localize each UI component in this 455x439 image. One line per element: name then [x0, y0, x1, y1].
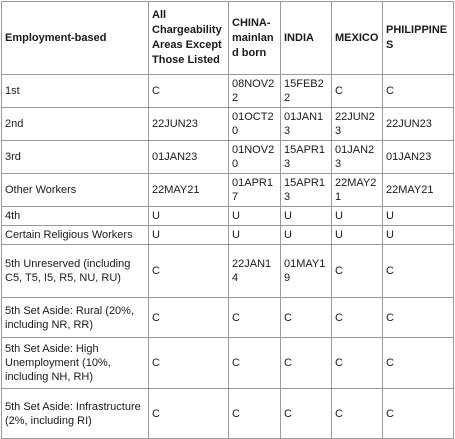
- cell-philippines: 22MAY21: [383, 174, 454, 207]
- cell-india: 15FEB22: [281, 75, 332, 108]
- row-category: 2nd: [2, 108, 149, 141]
- table-row: [2, 75, 454, 108]
- cell-philippines: 22JUN23: [383, 108, 454, 141]
- cell-china: U: [229, 207, 281, 226]
- cell-mexico: 01JAN23: [332, 141, 383, 174]
- table-row: [2, 108, 454, 141]
- cell-mexico: 22JUN23: [332, 108, 383, 141]
- cell-china: U: [229, 226, 281, 245]
- cell-india: U: [281, 207, 332, 226]
- header-employment-based: Employment-based: [2, 2, 149, 75]
- cell-philippines: C: [383, 389, 454, 439]
- cell-india: C: [281, 298, 332, 338]
- table-row: [2, 141, 454, 174]
- cell-mexico: C: [332, 338, 383, 389]
- table-row: [2, 338, 454, 389]
- cell-india: 01MAY19: [281, 245, 332, 298]
- cell-india: 01JAN13: [281, 108, 332, 141]
- table-row: [2, 245, 454, 298]
- cell-all-chargeability: 22JUN23: [149, 108, 229, 141]
- cell-mexico: U: [332, 226, 383, 245]
- cell-philippines: 01JAN23: [383, 141, 454, 174]
- cell-india: C: [281, 338, 332, 389]
- cell-china: 22JAN14: [229, 245, 281, 298]
- row-category: 1st: [2, 75, 149, 108]
- header-mexico: MEXICO: [332, 2, 383, 75]
- row-category: 5th Set Aside: High Unemployment (10%, including NH, RH): [2, 338, 149, 389]
- cell-china: 01APR17: [229, 174, 281, 207]
- cell-all-chargeability: U: [149, 207, 229, 226]
- cell-all-chargeability: C: [149, 245, 229, 298]
- cell-china: 01NOV20: [229, 141, 281, 174]
- cell-philippines: U: [383, 207, 454, 226]
- cell-india: C: [281, 389, 332, 439]
- row-category: 5th Unreserved (including C5, T5, I5, R5, NU, RU): [2, 245, 149, 298]
- table-row: [2, 298, 454, 338]
- row-category: Certain Religious Workers: [2, 226, 149, 245]
- header-row: [2, 2, 454, 75]
- header-all-chargeability: All Chargeability Areas Except Those Listed: [149, 2, 229, 75]
- cell-china: 08NOV22: [229, 75, 281, 108]
- row-category: 3rd: [2, 141, 149, 174]
- cell-india: 15APR13: [281, 141, 332, 174]
- cell-all-chargeability: C: [149, 389, 229, 439]
- table-row: [2, 226, 454, 245]
- cell-all-chargeability: U: [149, 226, 229, 245]
- cell-all-chargeability: 22MAY21: [149, 174, 229, 207]
- row-category: 5th Set Aside: Rural (20%, including NR, RR): [2, 298, 149, 338]
- cell-china: C: [229, 389, 281, 439]
- cell-mexico: U: [332, 207, 383, 226]
- cell-mexico: C: [332, 389, 383, 439]
- cell-philippines: C: [383, 338, 454, 389]
- cell-all-chargeability: 01JAN23: [149, 141, 229, 174]
- header-india: INDIA: [281, 2, 332, 75]
- visa-bulletin-table: [1, 1, 454, 439]
- cell-india: U: [281, 226, 332, 245]
- header-china: CHINA-mainland born: [229, 2, 281, 75]
- table-row: [2, 207, 454, 226]
- cell-china: C: [229, 298, 281, 338]
- table-row: [2, 174, 454, 207]
- cell-mexico: C: [332, 245, 383, 298]
- cell-mexico: 22MAY21: [332, 174, 383, 207]
- cell-philippines: U: [383, 226, 454, 245]
- cell-philippines: C: [383, 75, 454, 108]
- table-row: [2, 389, 454, 439]
- cell-india: 15APR13: [281, 174, 332, 207]
- cell-china: 01OCT20: [229, 108, 281, 141]
- row-category: 5th Set Aside: Infrastructure (2%, including RI): [2, 389, 149, 439]
- cell-philippines: C: [383, 298, 454, 338]
- row-category: Other Workers: [2, 174, 149, 207]
- cell-china: C: [229, 338, 281, 389]
- cell-philippines: C: [383, 245, 454, 298]
- cell-all-chargeability: C: [149, 75, 229, 108]
- cell-mexico: C: [332, 75, 383, 108]
- row-category: 4th: [2, 207, 149, 226]
- cell-all-chargeability: C: [149, 298, 229, 338]
- cell-mexico: C: [332, 298, 383, 338]
- header-philippines: PHILIPPINES: [383, 2, 454, 75]
- cell-all-chargeability: C: [149, 338, 229, 389]
